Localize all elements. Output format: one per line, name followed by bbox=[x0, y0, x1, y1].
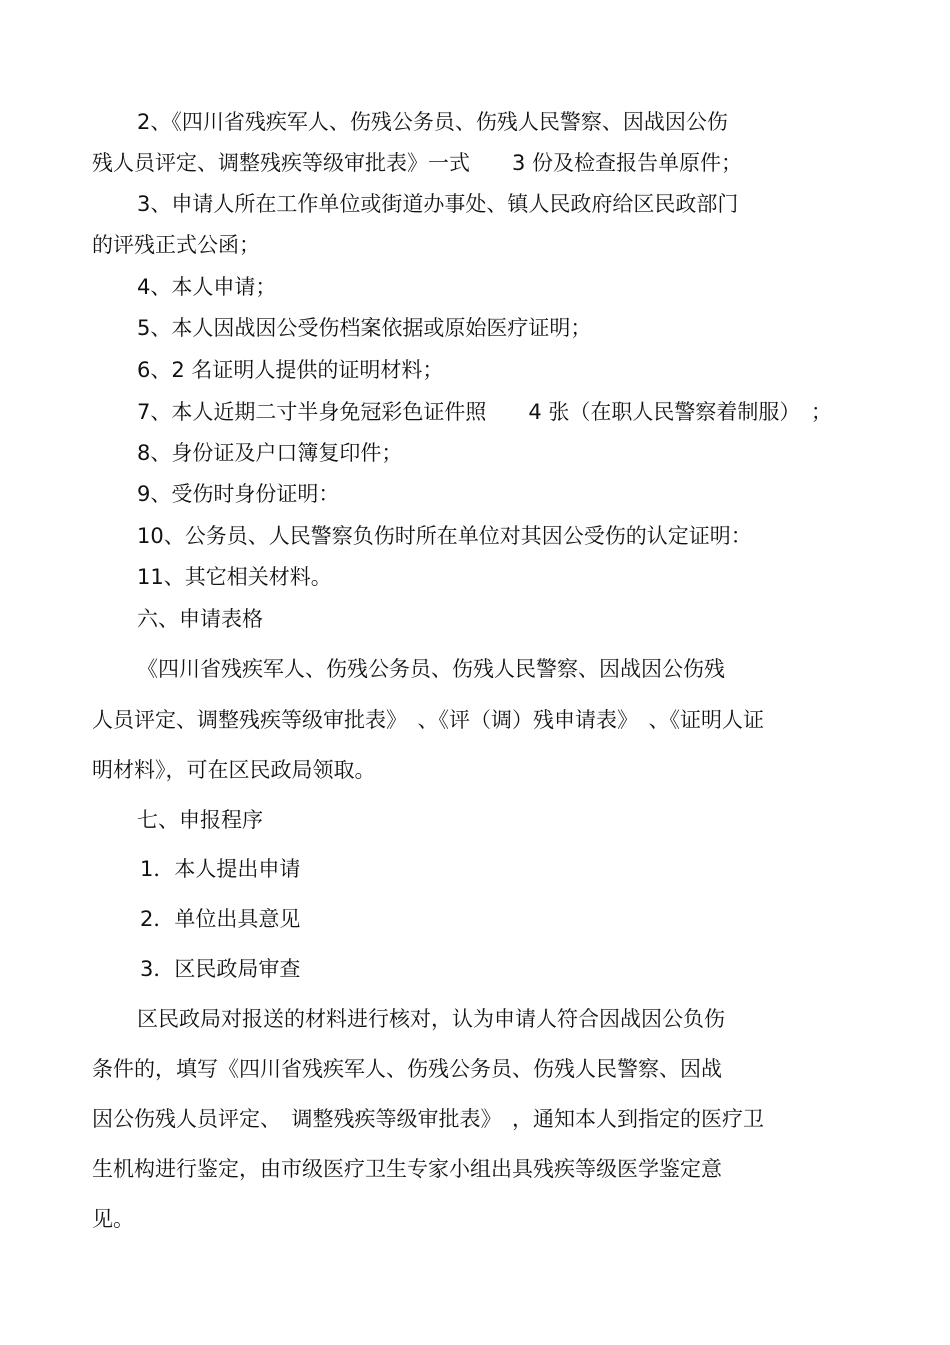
list-item: 2．单位出具意见 bbox=[140, 907, 301, 931]
text-line: 11、其它相关材料。 bbox=[137, 565, 332, 589]
text-line: 区民政局对报送的材料进行核对，认为申请人符合因战因公负伤 bbox=[137, 1007, 725, 1031]
text-line: 因公伤残人员评定、 调整残疾等级审批表》 ，通知本人到指定的医疗卫 bbox=[92, 1107, 764, 1131]
text-line: 《四川省残疾军人、伤残公务员、伤残人民警察、因战因公伤残 bbox=[137, 657, 725, 681]
list-item: 3．区民政局审查 bbox=[140, 957, 301, 981]
text-line: 6、2 名证明人提供的证明材料； bbox=[137, 358, 444, 382]
section-heading: 七、申报程序 bbox=[137, 808, 263, 832]
text-line: 9、受伤时身份证明： bbox=[137, 482, 340, 506]
text-line: 8、身份证及户口簿复印件； bbox=[137, 441, 403, 465]
text-line: 人员评定、调整残疾等级审批表》 、《评（调）残申请表》 、《证明人证 bbox=[92, 708, 764, 732]
text-line: 5、本人因战因公受伤档案依据或原始医疗证明； bbox=[137, 316, 592, 340]
text-line: 见。 bbox=[92, 1207, 134, 1231]
section-heading: 六、申请表格 bbox=[137, 607, 263, 631]
text-line: 3、申请人所在工作单位或街道办事处、镇人民政府给区民政部门 bbox=[137, 192, 739, 216]
text-line: 条件的，填写《四川省残疾军人、伤残公务员、伤残人民警察、因战 bbox=[92, 1057, 722, 1081]
text-line: 10、公务员、人民警察负伤时所在单位对其因公受伤的认定证明： bbox=[137, 524, 752, 548]
text-line: 2、《四川省残疾军人、伤残公务员、伤残人民警察、因战因公伤 bbox=[137, 110, 728, 134]
text-line: 7、本人近期二寸半身免冠彩色证件照 4 张（在职人民警察着制服） ； bbox=[137, 400, 832, 424]
list-item: 1．本人提出申请 bbox=[140, 857, 301, 881]
text-line: 生机构进行鉴定，由市级医疗卫生专家小组出具残疾等级医学鉴定意 bbox=[92, 1157, 722, 1181]
text-line: 残人员评定、调整残疾等级审批表》一式 3 份及检查报告单原件； bbox=[92, 151, 743, 175]
text-line: 明材料》，可在区民政局领取。 bbox=[92, 758, 376, 782]
text-line: 的评残正式公函； bbox=[92, 233, 260, 257]
text-line: 4、本人申请； bbox=[137, 275, 277, 299]
